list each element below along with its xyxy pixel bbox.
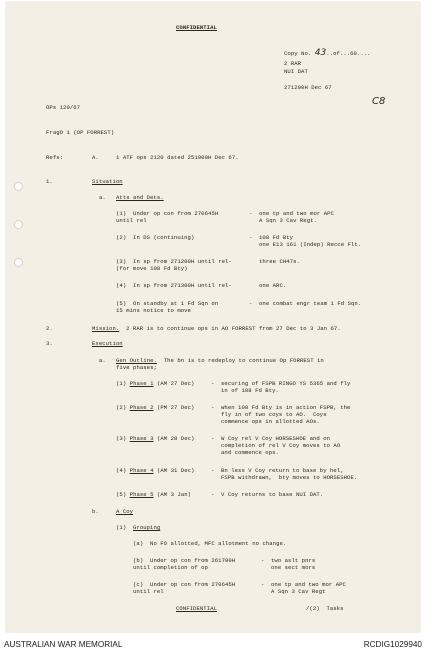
att-item-left: (3) In sp from 271200H until rel- (for move 108 Fd Bty) bbox=[116, 258, 232, 272]
att-item-dash: - bbox=[249, 234, 253, 241]
att-item-left: (2) In DS (continuing) bbox=[116, 234, 195, 241]
phase-dash: - bbox=[211, 380, 215, 387]
phase-text: V Coy returns to base NUI DAT. bbox=[221, 491, 324, 498]
att-item-right: one tp and two mor APC A Sqn 3 Cav Regt. bbox=[259, 210, 334, 224]
punch-hole bbox=[14, 220, 23, 229]
section-number: 3. bbox=[46, 340, 53, 347]
att-item-dash: - bbox=[249, 300, 253, 307]
gen-outline-text: The bn is to redeploy to continue Op FORREST in five phases; bbox=[116, 357, 324, 371]
phase-dash: - bbox=[211, 467, 215, 474]
para-title-atts-dets: Atts and Dets. bbox=[116, 194, 164, 201]
att-item-left: (5) On standby at 1 Fd Sqn on 15 mins notice to move bbox=[116, 300, 219, 314]
frago-title: FragO 1 (OP FORREST) bbox=[46, 129, 115, 136]
refs-item: A. bbox=[92, 154, 99, 161]
phase-item: (4) Phase 4 (AM 31 Dec) bbox=[116, 467, 195, 474]
phase-dash: - bbox=[211, 435, 215, 442]
date-time-group: 271200H Dec 67 bbox=[284, 84, 332, 91]
phase-item: (1) Phase 1 (AM 27 Dec) bbox=[116, 380, 195, 387]
copy-number-handwritten: 43 bbox=[314, 48, 327, 58]
section-number: 2. bbox=[46, 325, 53, 332]
para-title-a-coy: A Coy bbox=[116, 508, 134, 515]
gen-outline-paragraph bbox=[116, 357, 324, 371]
handwritten-margin-mark: C8 bbox=[372, 96, 386, 107]
phase-item: (3) Phase 3 (AM 28 Dec) bbox=[116, 435, 195, 442]
grouping-dash: - bbox=[261, 557, 265, 564]
section-title-situation: Situation bbox=[92, 178, 123, 185]
section-title-execution: Execution bbox=[92, 340, 123, 347]
phase-item: (2) Phase 2 (PM 27 Dec) bbox=[116, 404, 195, 411]
continuation-next: /(2) Tasks bbox=[306, 605, 344, 612]
subpara-number: (1) bbox=[116, 524, 127, 531]
phase-text: when 108 Fd Bty is in action FSPB, the fly in of two coys to AO. Coys commence ops in allotted AOs. bbox=[221, 404, 351, 425]
mission-paragraph bbox=[92, 325, 341, 332]
classification-top: CONFIDENTIAL bbox=[176, 24, 217, 31]
grouping-item-right: one tp and two mor APC A Sqn 3 Cav Regt bbox=[271, 581, 346, 595]
phase-text: Bn less V Coy return to base by hel, FSPB withdrawn, bty moves to HORSESHOE. bbox=[221, 467, 358, 481]
para-title-gen-outline: Gen Outline. bbox=[116, 357, 157, 364]
att-item-right: one combat engr team 1 Fd Sqn. bbox=[259, 300, 362, 307]
archive-footer bbox=[0, 636, 426, 654]
section-title-mission: Mission. bbox=[92, 325, 120, 332]
archive-name: AUSTRALIAN WAR MEMORIAL bbox=[4, 640, 123, 649]
att-item-right: three CH47s. bbox=[259, 258, 300, 265]
grouping-item: (b) Under op con from 261700H until completion of op bbox=[133, 557, 236, 571]
para-letter: b. bbox=[92, 508, 99, 515]
punch-hole bbox=[14, 258, 23, 267]
att-item-right: 108 Fd Bty one E13 161 (Indep) Recce Flt. bbox=[259, 234, 362, 248]
grouping-item: (c) Under op con from 270645H until rel bbox=[133, 581, 236, 595]
att-item-right: one ARC. bbox=[259, 282, 287, 289]
punch-hole bbox=[14, 182, 23, 191]
para-letter: a. bbox=[99, 194, 106, 201]
grouping-dash: - bbox=[261, 581, 265, 588]
location: NUI DAT bbox=[284, 68, 308, 75]
phase-text: securing of FSPB RINGO YS 5365 and fly in of 108 Fd Bty. bbox=[221, 380, 351, 394]
classification-bottom: CONFIDENTIAL bbox=[176, 605, 217, 612]
mission-text: 2 RAR is to continue ops in AO FORREST from 27 Dec to 3 Jan 67. bbox=[126, 325, 341, 332]
att-item-left: (1) Under op con from 270645H until rel bbox=[116, 210, 219, 224]
subpara-title-grouping: Grouping bbox=[133, 524, 161, 531]
unit: 2 RAR bbox=[284, 60, 302, 67]
gen-outline-indent-fix bbox=[92, 364, 116, 371]
section-number: 1. bbox=[46, 178, 53, 185]
document-page bbox=[6, 2, 420, 632]
refs-label: Refs: bbox=[46, 154, 64, 161]
ops-reference: OPs 120/67 bbox=[46, 104, 81, 111]
phase-text: W Coy rel V Coy HORSESHOE and on completion of rel V Coy moves to AO and commence ops. bbox=[221, 435, 341, 456]
archive-id: RCDIG1029940 bbox=[363, 640, 422, 649]
grouping-item: (a) No FO allotted, MFC allotment no change. bbox=[133, 540, 287, 547]
phase-dash: - bbox=[211, 491, 215, 498]
grouping-item-right: two aslt pnrs one sect mors bbox=[271, 557, 316, 571]
para-letter: a. bbox=[99, 357, 106, 364]
copy-number: Copy No. 43..of...60.... bbox=[284, 48, 371, 58]
phase-dash: - bbox=[211, 404, 215, 411]
att-item-left: (4) In sp from 271300H until rel- bbox=[116, 282, 232, 289]
refs-text: 1 ATF ops 2120 dated 251000H Dec 67. bbox=[116, 154, 239, 161]
att-item-dash: - bbox=[249, 210, 253, 217]
phase-item: (5) Phase 5 (AM 3 Jan) bbox=[116, 491, 192, 498]
